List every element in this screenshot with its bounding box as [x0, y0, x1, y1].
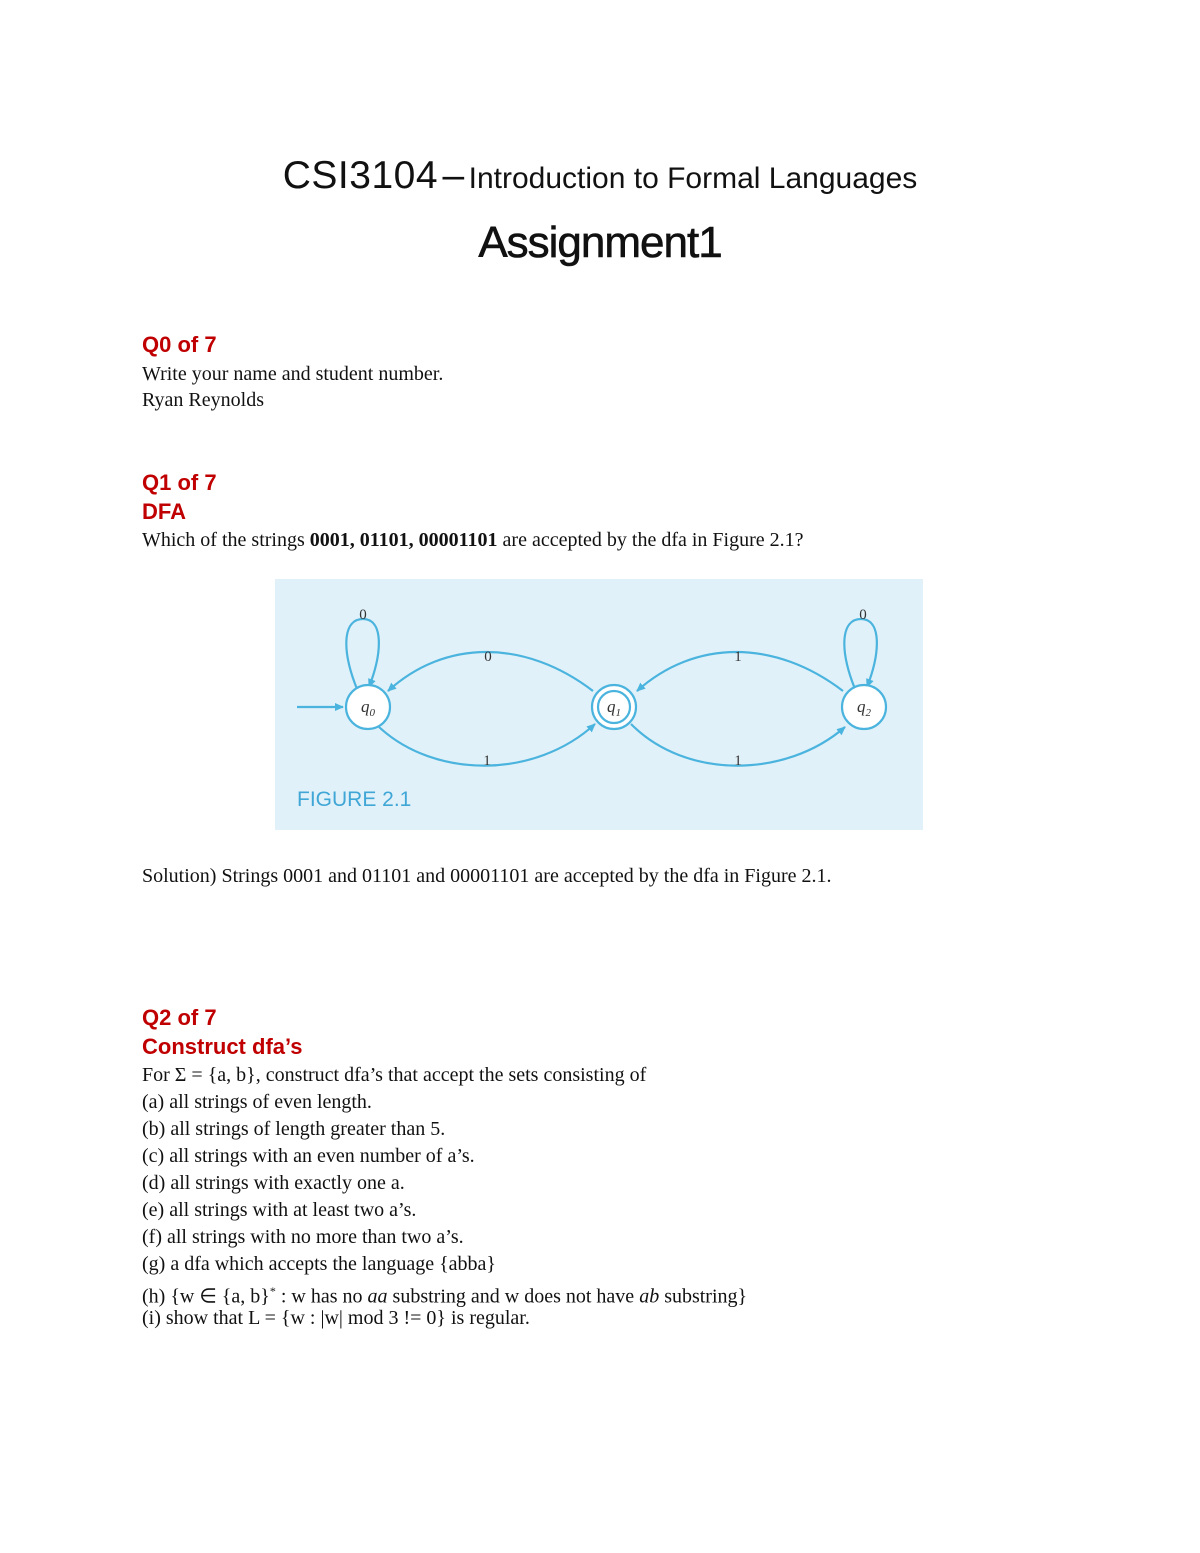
q2-item-h-ab: ab: [639, 1285, 660, 1308]
course-code: CSI3104: [282, 154, 439, 197]
q2-item-e: (e) all strings with at least two a’s.: [142, 1199, 417, 1221]
state-q2-label: $q_2$: [857, 697, 871, 719]
q2-heading: Q2 of 7: [142, 1005, 217, 1030]
q2-item-c: (c) all strings with an even number of a’s.: [142, 1145, 475, 1167]
course-name: Introduction to Formal Languages: [468, 162, 918, 195]
edge-q2-q1-label: 1: [734, 649, 742, 665]
q2-item-h-post: substring}: [659, 1285, 748, 1308]
state-q0-label: $q_0$: [361, 697, 375, 719]
q2-item-d: (d) all strings with exactly one a.: [142, 1172, 405, 1194]
q2-intro: For Σ = {a, b}, construct dfa’s that accept the sets consisting of: [142, 1064, 647, 1086]
dfa-diagram: [275, 579, 923, 830]
figure-caption: FIGURE 2.1: [297, 788, 412, 811]
course-title: [0, 154, 1200, 198]
q1-prompt-end: are accepted by the dfa in Figure 2.1?: [497, 529, 804, 551]
q1-prompt-start: Which of the strings: [142, 529, 310, 551]
q2-item-h-mid1: : w has no: [275, 1285, 368, 1308]
q2-item-h-mid2: substring and w does not have: [387, 1285, 640, 1308]
q2-item-h-star: *: [269, 1284, 276, 1298]
q2-item-a: (a) all strings of even length.: [142, 1091, 372, 1113]
loop-q0-arrow: [346, 619, 379, 689]
q2-item-b: (b) all strings of length greater than 5.: [142, 1118, 446, 1140]
q1-subheading: DFA: [142, 499, 186, 524]
q2-item-i: (i) show that L = {w : |w| mod 3 != 0} is regular.: [142, 1307, 530, 1329]
assignment-title: Assignment1: [478, 218, 722, 267]
q0-prompt: Write your name and student number.: [142, 363, 444, 385]
q0-answer: Ryan Reynolds: [142, 389, 264, 411]
loop-q2-arrow: [844, 619, 877, 689]
q1-heading: Q1 of 7: [142, 470, 217, 495]
state-q1-label: $q_1$: [607, 697, 621, 719]
q2-subheading: Construct dfa’s: [142, 1034, 303, 1059]
q1-solution: Solution) Strings 0001 and 01101 and 00001101 are accepted by the dfa in Figure 2.1.: [142, 865, 832, 887]
loop-q0-label: 0: [359, 607, 367, 623]
q2-item-h-aa: aa: [367, 1285, 388, 1308]
loop-q2-label: 0: [859, 607, 867, 623]
dfa-figure: [275, 579, 923, 830]
q2-item-h-pre: (h) {w ∈ {a, b}: [142, 1285, 270, 1308]
title-dash: –: [442, 154, 465, 197]
edge-q0-q1-label: 1: [483, 753, 491, 769]
edge-q1-q2-label: 1: [734, 753, 742, 769]
q1-prompt-strings: 0001, 01101, 00001101: [309, 529, 498, 551]
q1-prompt: [142, 527, 804, 553]
q2-item-f: (f) all strings with no more than two a’s.: [142, 1226, 464, 1248]
q2-item-g: (g) a dfa which accepts the language {abba}: [142, 1253, 497, 1275]
q0-heading: Q0 of 7: [142, 332, 217, 357]
edge-q1-q0-label: 0: [484, 649, 492, 665]
